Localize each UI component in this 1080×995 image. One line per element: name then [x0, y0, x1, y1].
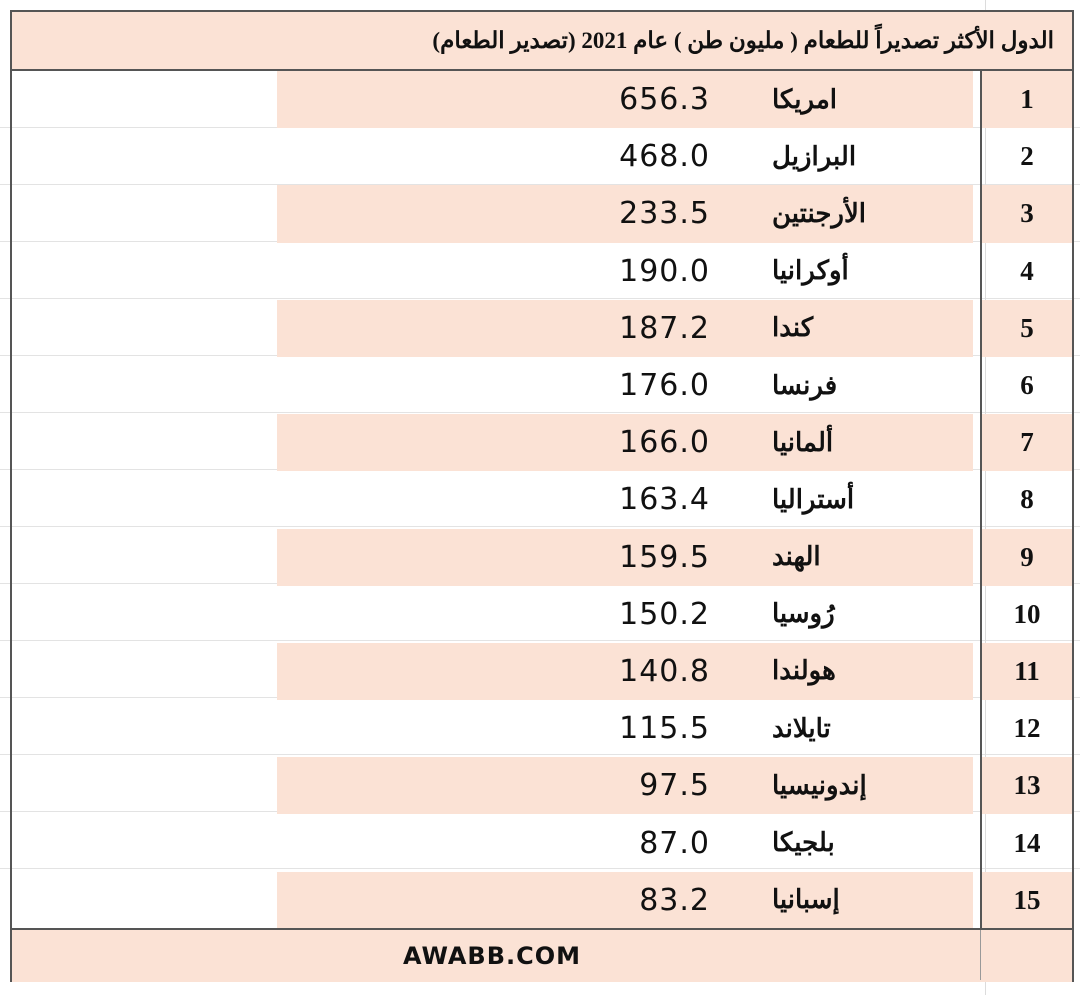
export-value: 187.2	[619, 310, 710, 346]
export-value: 140.8	[619, 653, 710, 689]
export-value: 163.4	[619, 482, 710, 518]
table-title: الدول الأكثر تصديراً للطعام ( مليون طن ) عام 2021 (تصدير الطعام)	[432, 27, 1054, 53]
export-value: 176.0	[619, 368, 710, 404]
table-row[interactable]	[12, 357, 1072, 414]
country-name: كندا	[772, 313, 814, 343]
export-value: 656.3	[619, 82, 710, 118]
table-row[interactable]	[12, 471, 1072, 528]
rank-number: 11	[982, 643, 1072, 700]
rank-number: 12	[1013, 713, 1041, 744]
export-value: 159.5	[619, 539, 710, 575]
export-value: 97.5	[639, 768, 710, 804]
rank-number: 9	[982, 529, 1072, 586]
rank-number: 4	[1020, 255, 1034, 286]
table-title-row[interactable]	[12, 12, 1072, 71]
table-footer-row[interactable]	[12, 928, 1072, 982]
table-row[interactable]	[12, 300, 1072, 357]
country-name: امريكا	[772, 84, 838, 114]
table-row[interactable]	[12, 185, 1072, 242]
table-row[interactable]	[12, 757, 1072, 814]
rank-number: 3	[982, 185, 1072, 242]
export-value: 233.5	[619, 196, 710, 232]
table-row[interactable]	[12, 586, 1072, 643]
country-name: رُوسيا	[772, 599, 835, 629]
rank-number: 14	[1013, 827, 1041, 858]
export-value: 166.0	[619, 425, 710, 461]
country-name: الأرجنتين	[772, 198, 867, 228]
table-row[interactable]	[12, 71, 1072, 128]
country-name: البرازيل	[772, 141, 857, 171]
rank-number: 6	[1020, 370, 1034, 401]
rank-number: 8	[1020, 484, 1034, 515]
table-row[interactable]	[12, 128, 1072, 185]
table-row[interactable]	[12, 872, 1072, 929]
export-value: 115.5	[619, 711, 710, 747]
table-body	[12, 71, 1072, 929]
country-name: الهند	[772, 542, 821, 572]
food-exports-table	[10, 10, 1074, 982]
rank-number: 13	[982, 757, 1072, 814]
country-name: ألمانيا	[772, 427, 834, 457]
export-value: 468.0	[619, 139, 710, 175]
footer-divider	[980, 930, 981, 980]
export-value: 190.0	[619, 253, 710, 289]
table-row[interactable]	[12, 414, 1072, 471]
table-row[interactable]	[12, 243, 1072, 300]
country-name: أستراليا	[772, 484, 855, 514]
export-value: 87.0	[639, 825, 710, 861]
country-name: بلجيكا	[772, 828, 835, 858]
rank-number: 10	[1013, 598, 1041, 629]
country-name: أوكرانيا	[772, 256, 849, 286]
country-name: فرنسا	[772, 370, 838, 400]
table-row[interactable]	[12, 529, 1072, 586]
rank-number: 2	[1020, 141, 1034, 172]
rank-number: 1	[982, 71, 1072, 128]
rank-number: 15	[982, 872, 1072, 929]
rank-column-divider	[980, 71, 982, 928]
table-row[interactable]	[12, 643, 1072, 700]
website-credit: AWABB.COM	[402, 942, 582, 970]
country-name: هولندا	[772, 656, 836, 686]
export-value: 83.2	[639, 882, 710, 918]
rank-number: 5	[982, 300, 1072, 357]
table-row[interactable]	[12, 700, 1072, 757]
country-name: إندونيسيا	[772, 770, 867, 800]
country-name: تايلاند	[772, 713, 831, 743]
table-row[interactable]	[12, 814, 1072, 871]
rank-number: 7	[982, 414, 1072, 471]
export-value: 150.2	[619, 596, 710, 632]
country-name: إسبانيا	[772, 885, 840, 915]
